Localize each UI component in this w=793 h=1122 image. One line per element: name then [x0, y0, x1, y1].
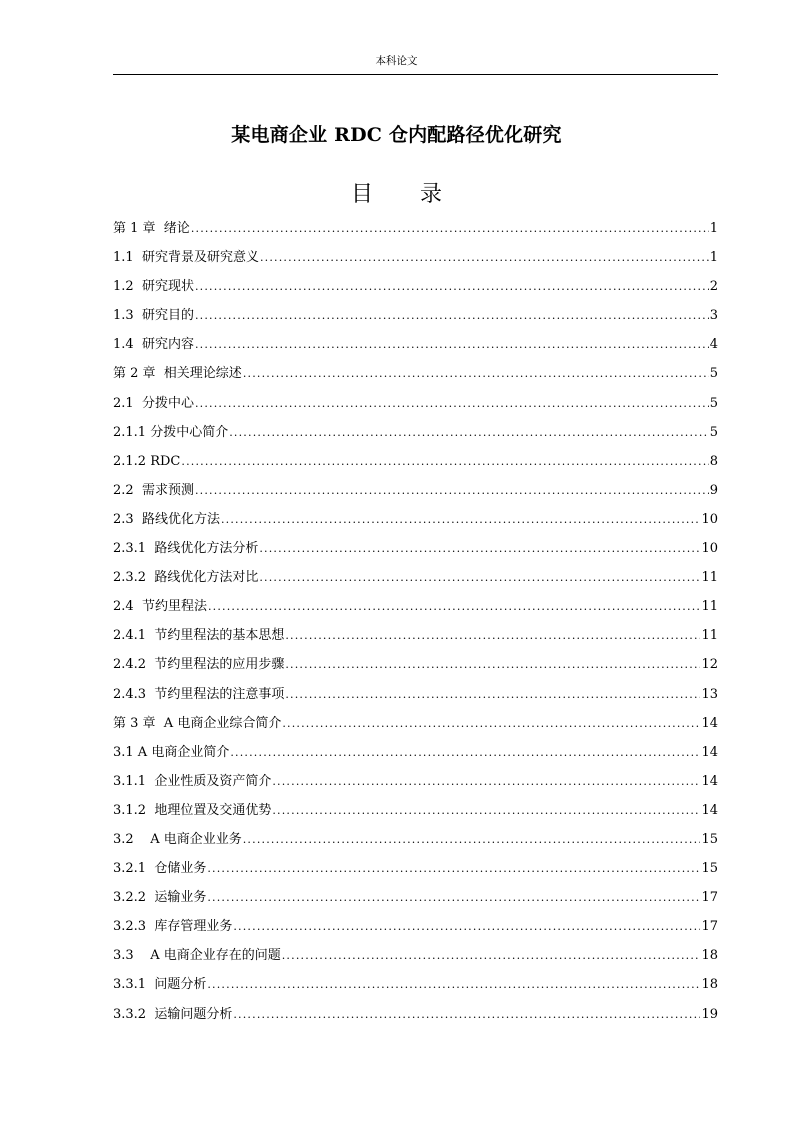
toc-entry-label: 3.2.3 库存管理业务 — [113, 919, 233, 935]
toc-entry-page-number: 18 — [701, 948, 718, 964]
toc-dot-leader — [233, 912, 700, 941]
toc-entry[interactable] — [113, 214, 718, 243]
toc-entry[interactable] — [113, 883, 718, 912]
toc-entry-label: 1.2 研究现状 — [113, 279, 194, 295]
toc-entry[interactable] — [113, 592, 718, 621]
toc-entry-page-number: 9 — [709, 482, 718, 498]
toc-entry-label: 2.4.2 节约里程法的应用步骤 — [113, 657, 285, 673]
toc-entry-label: 2.4.3 节约里程法的注意事项 — [113, 686, 285, 702]
toc-entry-page-number: 5 — [709, 424, 718, 440]
toc-dot-leader — [282, 709, 700, 738]
toc-heading: 目 录 — [351, 182, 462, 207]
toc-entry-page-number: 17 — [701, 890, 718, 906]
document-title: 某电商企业 RDC 仓内配路径优化研究 — [231, 124, 562, 146]
toc-dot-leader — [272, 767, 700, 796]
toc-entry-page-number: 18 — [701, 977, 718, 993]
toc-dot-leader — [285, 650, 700, 679]
toc-entry-page-number: 12 — [701, 657, 718, 673]
toc-entry[interactable] — [113, 970, 718, 999]
toc-entry[interactable] — [113, 1000, 718, 1029]
toc-entry[interactable] — [113, 359, 718, 388]
toc-entry[interactable] — [113, 418, 718, 447]
toc-entry-label: 3.2.2 运输业务 — [113, 890, 207, 906]
running-header: 本科论文 — [375, 55, 418, 67]
toc-entry[interactable] — [113, 272, 718, 301]
toc-entry-page-number: 5 — [709, 366, 718, 382]
toc-dot-leader — [233, 1000, 700, 1029]
toc-entry-page-number: 3 — [709, 308, 718, 324]
toc-entry-page-number: 4 — [709, 337, 718, 353]
toc-entry[interactable] — [113, 912, 718, 941]
toc-dot-leader — [243, 825, 701, 854]
toc-entry[interactable] — [113, 389, 718, 418]
toc-entry-label: 2.1 分拨中心 — [113, 395, 194, 411]
toc-entry-page-number: 17 — [701, 919, 718, 935]
toc-entry-page-number: 14 — [701, 715, 718, 731]
toc-entry-page-number: 15 — [701, 831, 718, 847]
toc-entry-page-number: 14 — [701, 773, 718, 789]
toc-dot-leader — [181, 447, 708, 476]
toc-entry-page-number: 14 — [701, 802, 718, 818]
toc-entry-page-number: 14 — [701, 744, 718, 760]
toc-dot-leader — [207, 970, 700, 999]
toc-entry-label: 1.4 研究内容 — [113, 337, 194, 353]
toc-entry-page-number: 19 — [701, 1006, 718, 1022]
toc-entry[interactable] — [113, 505, 718, 534]
toc-entry-label: 3.2.1 仓储业务 — [113, 861, 207, 877]
toc-entry-page-number: 1 — [709, 250, 718, 266]
toc-entry-label: 3.1 A 电商企业简介 — [113, 744, 230, 760]
toc-dot-leader — [285, 680, 700, 709]
toc-entry-label: 3.3.1 问题分析 — [113, 977, 207, 993]
toc-entry[interactable] — [113, 650, 718, 679]
toc-entry-page-number: 10 — [701, 511, 718, 527]
toc-dot-leader — [230, 738, 700, 767]
toc-dot-leader — [243, 359, 709, 388]
toc-dot-leader — [259, 563, 700, 592]
toc-entry-page-number: 13 — [701, 686, 718, 702]
toc-entry[interactable] — [113, 447, 718, 476]
header-divider — [113, 74, 718, 75]
toc-entry[interactable] — [113, 709, 718, 738]
toc-entry[interactable] — [113, 243, 718, 272]
toc-dot-leader — [191, 214, 709, 243]
toc-dot-leader — [195, 389, 709, 418]
toc-entry-label: 2.3.1 路线优化方法分析 — [113, 541, 259, 557]
toc-dot-leader — [260, 243, 709, 272]
toc-entry-page-number: 5 — [709, 395, 718, 411]
toc-dot-leader — [195, 476, 709, 505]
toc-entry[interactable] — [113, 796, 718, 825]
toc-entry-label: 1.3 研究目的 — [113, 308, 194, 324]
toc-entry[interactable] — [113, 476, 718, 505]
toc-entry-page-number: 15 — [701, 861, 718, 877]
toc-entry-label: 2.2 需求预测 — [113, 482, 194, 498]
toc-dot-leader — [285, 621, 700, 650]
toc-entry[interactable] — [113, 563, 718, 592]
toc-entry-label: 3.1.2 地理位置及交通优势 — [113, 802, 272, 818]
toc-entry-label: 2.3 路线优化方法 — [113, 511, 220, 527]
toc-entry-label: 3.2 A 电商企业业务 — [113, 831, 242, 847]
toc-entry-label: 第 3 章 A 电商企业综合简介 — [113, 715, 282, 731]
toc-entry[interactable] — [113, 330, 718, 359]
toc-entry-page-number: 11 — [701, 628, 718, 644]
toc-entry-label: 3.3 A 电商企业存在的问题 — [113, 948, 281, 964]
toc-entry[interactable] — [113, 941, 718, 970]
toc-entry[interactable] — [113, 621, 718, 650]
toc-entry[interactable] — [113, 680, 718, 709]
toc-dot-leader — [221, 505, 701, 534]
toc-entry-page-number: 10 — [701, 541, 718, 557]
toc-entry-label: 第 2 章 相关理论综述 — [113, 366, 242, 382]
table-of-contents — [113, 214, 718, 1029]
toc-entry-label: 1.1 研究背景及研究意义 — [113, 250, 259, 266]
toc-dot-leader — [282, 941, 701, 970]
toc-entry-label: 2.3.2 路线优化方法对比 — [113, 570, 259, 586]
toc-entry-page-number: 11 — [701, 599, 718, 615]
toc-entry-page-number: 2 — [709, 279, 718, 295]
toc-entry-label: 3.1.1 企业性质及资产简介 — [113, 773, 272, 789]
toc-entry-page-number: 11 — [701, 570, 718, 586]
toc-entry-label: 2.4 节约里程法 — [113, 599, 207, 615]
toc-entry-label: 2.1.1 分拨中心简介 — [113, 424, 229, 440]
toc-entry[interactable] — [113, 301, 718, 330]
toc-entry-page-number: 1 — [709, 221, 718, 236]
toc-dot-leader — [195, 272, 709, 301]
toc-dot-leader — [195, 301, 709, 330]
toc-entry-label: 2.4.1 节约里程法的基本思想 — [113, 628, 285, 644]
toc-entry-label: 第 1 章 绪论 — [113, 221, 190, 236]
toc-dot-leader — [259, 534, 700, 563]
toc-entry[interactable] — [113, 854, 718, 883]
toc-entry[interactable] — [113, 534, 718, 563]
toc-dot-leader — [272, 796, 700, 825]
toc-entry-page-number: 8 — [709, 453, 718, 469]
toc-dot-leader — [229, 418, 709, 447]
toc-dot-leader — [207, 883, 700, 912]
toc-dot-leader — [207, 854, 700, 883]
toc-entry[interactable] — [113, 738, 718, 767]
toc-entry[interactable] — [113, 825, 718, 854]
toc-dot-leader — [195, 330, 709, 359]
toc-entry-label: 3.3.2 运输问题分析 — [113, 1006, 233, 1022]
toc-entry-label: 2.1.2 RDC — [113, 453, 181, 469]
toc-entry[interactable] — [113, 767, 718, 796]
toc-dot-leader — [208, 592, 701, 621]
